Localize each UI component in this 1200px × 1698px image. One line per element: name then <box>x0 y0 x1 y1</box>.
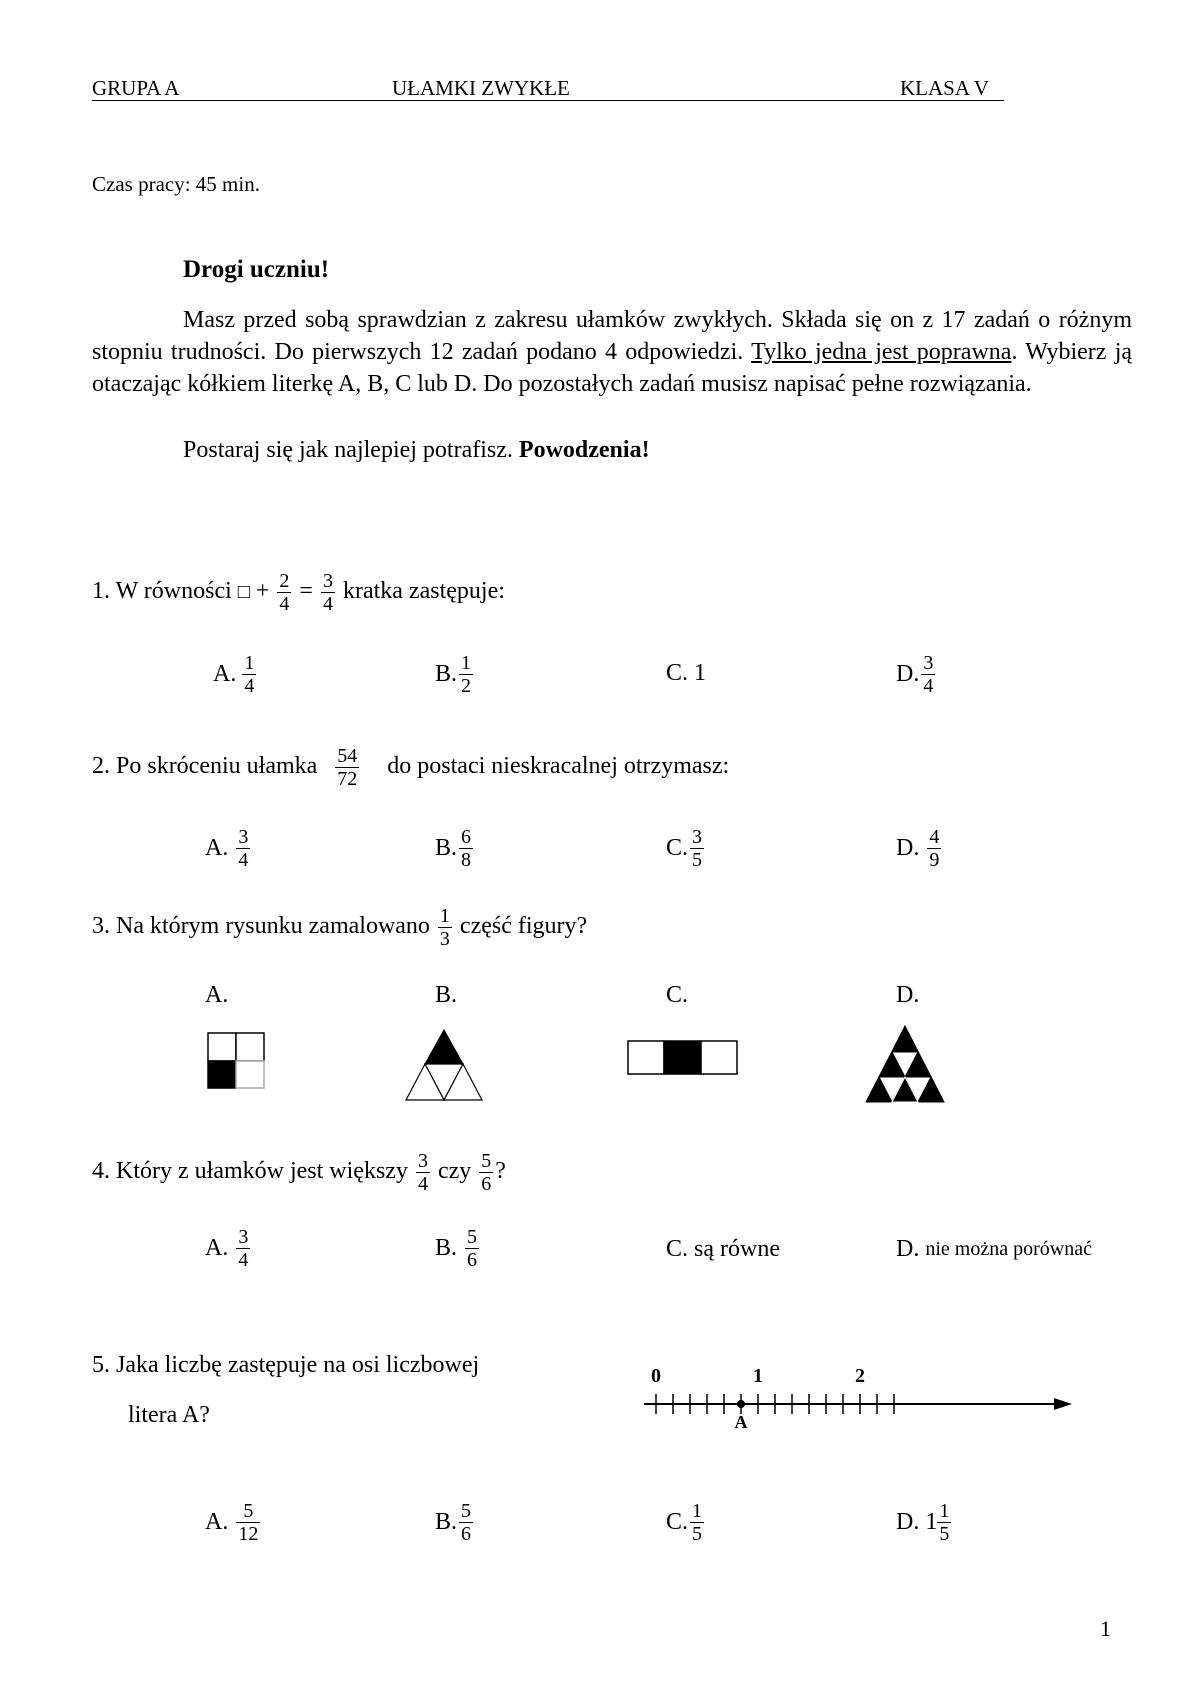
point-a-label: A <box>734 1412 748 1432</box>
q5-option-a[interactable]: A. $\frac{5}{12}$ <box>205 1500 259 1545</box>
axis-label-1: 1 <box>753 1365 763 1387</box>
q4-fraction-1: $\frac{3}{4}$ <box>417 1150 428 1195</box>
intro-paragraph-2 <box>92 434 1132 466</box>
q3-figure-d[interactable] <box>864 1024 946 1104</box>
header-class: KLASA V <box>900 76 989 100</box>
q4-option-b[interactable]: B. $\frac{5}{6}$ <box>435 1226 478 1271</box>
q3-label-a[interactable]: A. <box>205 982 229 1008</box>
axis-label-2: 2 <box>855 1365 865 1387</box>
q1-fraction-1: $\frac{2}{4}$ <box>279 570 290 615</box>
good-luck: Powodzenia! <box>518 437 650 463</box>
q2-option-a[interactable]: A. $\frac{3}{4}$ <box>205 826 249 871</box>
q5-line-1: 5. Jaka liczbę zastępuje na osi liczbowej <box>92 1352 480 1378</box>
q2-option-d[interactable]: D. $\frac{4}{9}$ <box>896 826 940 871</box>
intro-text-2: . Wybierz ją otaczając kółkiem literkę A, B, C lub D. Do pozostałych zadań musisz napisać pełne rozwiązania. <box>92 339 1133 397</box>
q5-option-b[interactable]: B. $\frac{5}{6}$ <box>435 1500 472 1545</box>
page-number: 1 <box>1100 1616 1111 1641</box>
q2-prefix: 2. Po skróceniu ułamka <box>92 753 318 780</box>
q3-figure-b[interactable] <box>405 1028 483 1102</box>
q5-option-d[interactable]: D. 1 $\frac{1}{5}$ <box>896 1500 950 1545</box>
q1-suffix: kratka zastępuje: <box>342 578 505 605</box>
q5-line-2: litera A? <box>128 1402 210 1428</box>
q3-label-c[interactable]: C. <box>666 982 689 1008</box>
intro-underlined: Tylko jedna jest poprawna <box>751 339 1012 365</box>
q1-fraction-2: $\frac{3}{4}$ <box>322 570 333 615</box>
q5-number-line <box>640 1352 1080 1432</box>
q2-option-c[interactable]: C. $\frac{3}{5}$ <box>666 826 703 871</box>
header-title: UŁAMKI ZWYKŁE <box>392 76 570 100</box>
q1-box: □ <box>237 581 250 604</box>
q1-plus: + <box>255 578 270 605</box>
q4-suffix: ? <box>495 1158 506 1185</box>
q4-prefix: 4. Który z ułamków jest większy <box>92 1158 408 1185</box>
q1-equals: = <box>299 578 313 605</box>
q3-fraction: $\frac{1}{3}$ <box>439 905 450 950</box>
question-3 <box>92 905 587 950</box>
q2-option-b[interactable]: B. $\frac{6}{8}$ <box>435 826 472 871</box>
q3-label-b[interactable]: B. <box>435 982 458 1008</box>
greeting: Drogi uczniu! <box>183 256 330 283</box>
axis-label-0: 0 <box>651 1365 661 1387</box>
q3-figure-c[interactable] <box>627 1040 739 1076</box>
q3-prefix: 3. Na którym rysunku zamalowano <box>92 913 430 940</box>
intro-paragraph <box>92 304 1132 400</box>
q1-option-a[interactable]: A. $\frac{1}{4}$ <box>213 652 255 697</box>
q3-figure-a[interactable] <box>207 1032 267 1090</box>
q2-fraction: $\frac{54}{72}$ <box>337 745 358 790</box>
intro-text-3: Postaraj się jak najlepiej potrafisz. <box>183 437 513 463</box>
q4-fraction-2: $\frac{5}{6}$ <box>481 1150 492 1195</box>
q1-option-d[interactable]: D. $\frac{3}{4}$ <box>896 652 934 697</box>
question-2 <box>92 745 729 790</box>
q4-mid: czy <box>437 1158 472 1185</box>
q3-label-d[interactable]: D. <box>896 982 920 1008</box>
header-group: GRUPA A <box>92 76 180 100</box>
axis-arrow <box>1054 1398 1072 1410</box>
question-4 <box>92 1150 506 1195</box>
q4-option-a[interactable]: A. $\frac{3}{4}$ <box>205 1226 249 1271</box>
q1-prefix: 1. W równości <box>92 578 232 605</box>
q1-option-c[interactable]: C. 1 <box>666 660 707 686</box>
q5-option-c[interactable]: C. $\frac{1}{5}$ <box>666 1500 703 1545</box>
q3-suffix: część figury? <box>459 913 588 940</box>
q1-option-b[interactable]: B. $\frac{1}{2}$ <box>435 652 472 697</box>
q4-option-c[interactable]: C. są równe <box>666 1236 780 1262</box>
intro-text-1: Masz przed sobą sprawdzian z zakresu ułamków zwykłych. Składa się on z 17 zadań o różnym stopniu trudności. Do pierwszych 12 zadań podano 4 odpowiedzi. <box>92 307 1132 365</box>
time-limit: Czas pracy: 45 min. <box>92 172 260 196</box>
q4-option-d[interactable]: D. nie można porównać <box>896 1236 1092 1262</box>
point-a-marker <box>737 1400 745 1408</box>
question-1 <box>92 570 505 615</box>
q2-suffix: do postaci nieskracalnej otrzymasz: <box>387 753 730 780</box>
page-header <box>92 76 1004 101</box>
